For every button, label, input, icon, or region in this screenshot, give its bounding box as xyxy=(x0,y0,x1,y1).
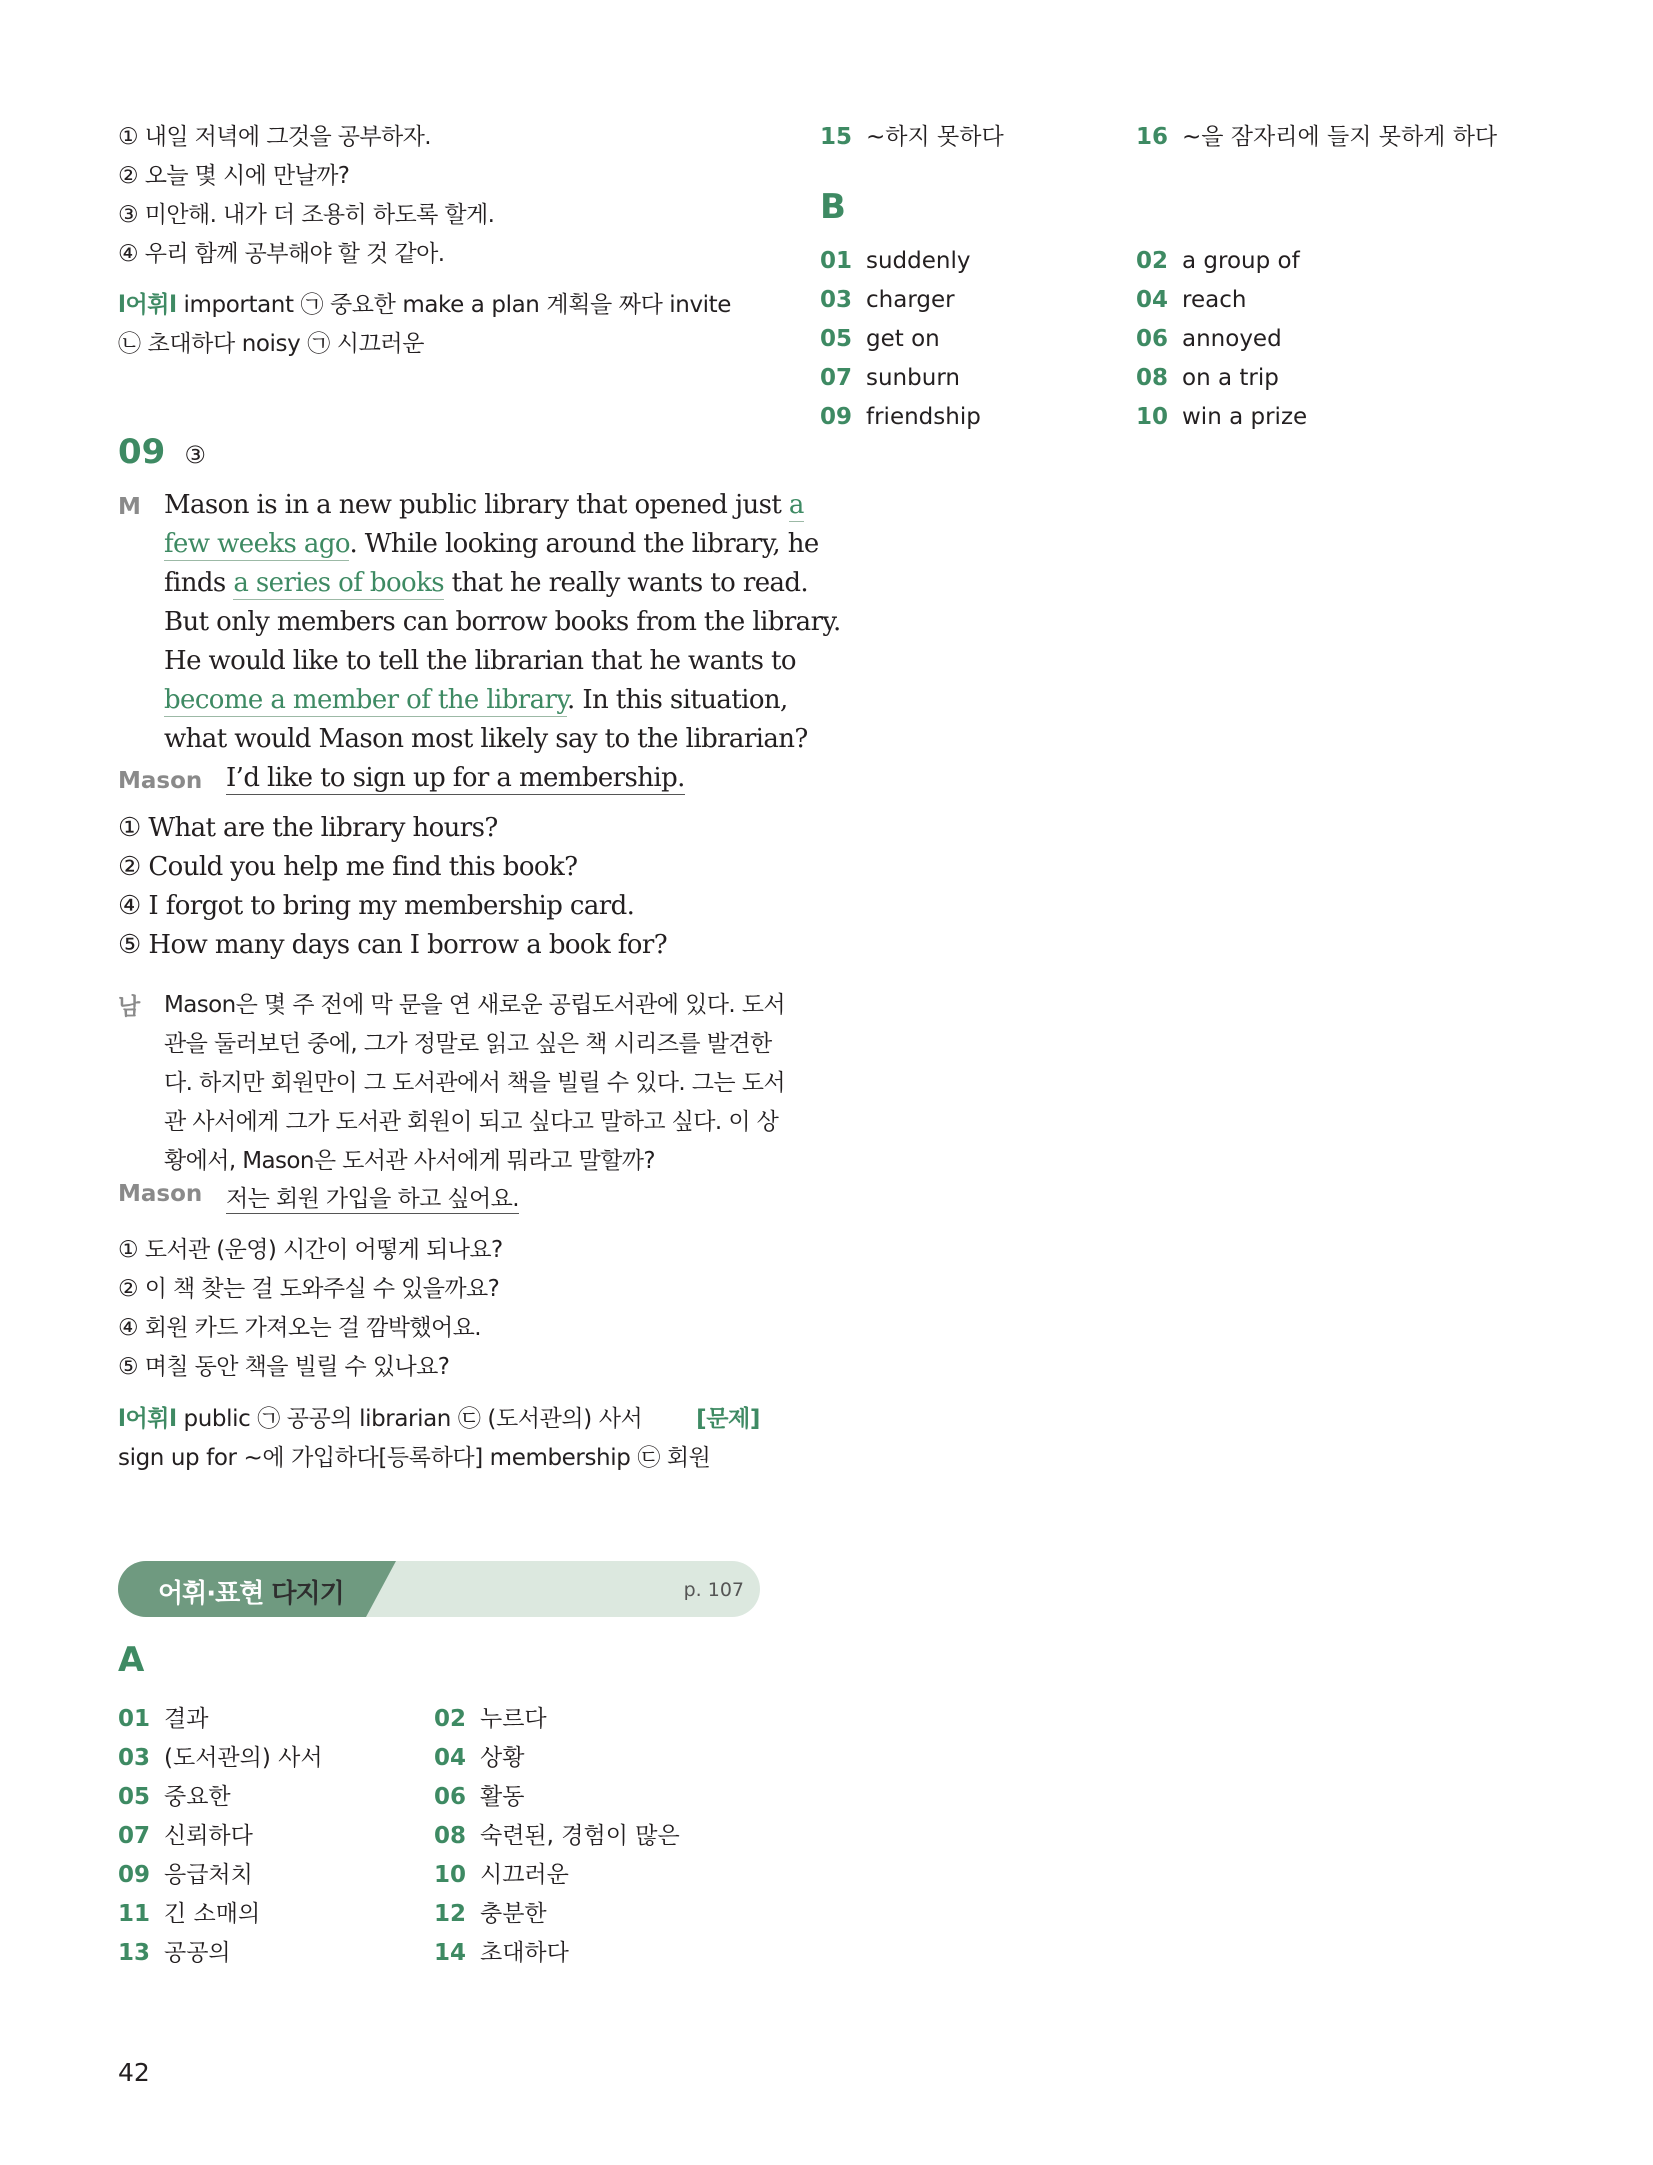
section-a-item-05: 05 중요한 xyxy=(118,1784,231,1810)
script-line-7: what would Mason most likely say to the librarian? xyxy=(164,724,808,754)
speaker-ko: 남 xyxy=(118,994,141,1020)
banner-page-ref: p. 107 xyxy=(683,1579,744,1601)
q09-vocab-line-1 xyxy=(118,1400,760,1433)
speaker-mason-ko: Mason xyxy=(118,1181,203,1207)
translation-line-1: Mason은 몇 주 전에 막 문을 연 새로운 공립도서관에 있다. 도서 xyxy=(164,992,785,1018)
section-a-item-11: 11 긴 소매의 xyxy=(118,1901,261,1927)
section-a-item-13: 13 공공의 xyxy=(118,1940,231,1966)
script-line-6: become a member of the library. In this situation, xyxy=(164,685,788,715)
banner-title: 어휘·표현 다지기 xyxy=(158,1579,344,1609)
question-number: 09 xyxy=(118,432,166,472)
script-line-3: finds a series of books that he really wants to read. xyxy=(164,568,809,598)
vocab-text: important ㉠ 중요한 make a plan 계획을 짜다 invite xyxy=(183,292,732,318)
translation-line-2: 관을 둘러보던 중에, 그가 정말로 읽고 싶은 책 시리즈를 발견한 xyxy=(164,1031,772,1057)
section-a-item-07: 07 신뢰하다 xyxy=(118,1823,253,1849)
vocab-text: public ㉠ 공공의 librarian ㉢ (도서관의) 사서 xyxy=(183,1406,643,1432)
section-a-letter: A xyxy=(118,1640,145,1680)
q08-choice-2: ② 오늘 몇 시에 만날까? xyxy=(118,163,350,189)
section-a-item-04: 04 상황 xyxy=(434,1745,525,1771)
section-b-letter: B xyxy=(820,187,846,227)
q09-choice-ko-1: ① 도서관 (운영) 시간이 어떻게 되나요? xyxy=(118,1237,503,1263)
q09-header xyxy=(118,432,206,472)
script-line-5: He would like to tell the librarian that he wants to xyxy=(164,646,796,676)
q09-choice-ko-4: ④ 회원 카드 가져오는 걸 깜박했어요. xyxy=(118,1315,481,1341)
vocab-bracket: [문제] xyxy=(696,1406,760,1432)
mason-answer-en: I’d like to sign up for a membership. xyxy=(226,763,685,793)
section-a-item-01: 01 결과 xyxy=(118,1706,209,1732)
section-a-item-10: 10 시끄러운 xyxy=(434,1862,569,1888)
answer-mark: ③ xyxy=(184,441,206,469)
section-b-item-01: 01 suddenly xyxy=(820,248,971,274)
q08-vocab-line-2: ㉡ 초대하다 noisy ㉠ 시끄러운 xyxy=(118,331,425,357)
section-a-item-09: 09 응급처치 xyxy=(118,1862,253,1888)
section-b-item-04: 04 reach xyxy=(1136,287,1247,313)
q09-choice-en-2: ② Could you help me find this book? xyxy=(118,852,578,882)
vocab-tag: l어휘l xyxy=(118,1406,177,1432)
section-a-item-16: 16 ~을 잠자리에 들지 못하게 하다 xyxy=(1136,124,1498,150)
section-a-item-03: 03 (도서관의) 사서 xyxy=(118,1745,323,1771)
section-a-item-15: 15 ~하지 못하다 xyxy=(820,124,1004,150)
section-a-item-02: 02 누르다 xyxy=(434,1706,547,1732)
section-a-item-06: 06 활동 xyxy=(434,1784,525,1810)
section-b-item-06: 06 annoyed xyxy=(1136,326,1282,352)
vocab-tag: l어휘l xyxy=(118,292,177,318)
section-a-item-08: 08 숙련된, 경험이 많은 xyxy=(434,1823,680,1849)
script-line-2: few weeks ago. While looking around the library, he xyxy=(164,529,819,559)
q08-choice-3: ③ 미안해. 내가 더 조용히 하도록 할게. xyxy=(118,202,495,228)
section-a-item-12: 12 충분한 xyxy=(434,1901,547,1927)
section-b-item-05: 05 get on xyxy=(820,326,940,352)
section-b-item-08: 08 on a trip xyxy=(1136,365,1279,391)
q08-choice-1: ① 내일 저녁에 그것을 공부하자. xyxy=(118,124,431,150)
page-number: 42 xyxy=(118,2058,150,2087)
section-b-item-10: 10 win a prize xyxy=(1136,404,1308,430)
section-b-item-07: 07 sunburn xyxy=(820,365,960,391)
q08-vocab-line-1 xyxy=(118,286,731,319)
q09-vocab-line-2: sign up for ~에 가입하다[등록하다] membership ㉢ 회원 xyxy=(118,1445,711,1471)
mason-answer-ko: 저는 회원 가입을 하고 싶어요. xyxy=(226,1186,519,1212)
speaker-mason: Mason xyxy=(118,768,203,794)
q09-choice-ko-5: ⑤ 며칠 동안 책을 빌릴 수 있나요? xyxy=(118,1354,450,1380)
q09-choice-ko-2: ② 이 책 찾는 걸 도와주실 수 있을까요? xyxy=(118,1276,500,1302)
speaker-m: M xyxy=(118,494,141,520)
q09-choice-en-1: ① What are the library hours? xyxy=(118,813,498,843)
translation-line-3: 다. 하지만 회원만이 그 도서관에서 책을 빌릴 수 있다. 그는 도서 xyxy=(164,1070,785,1096)
q09-choice-en-4: ④ I forgot to bring my membership card. xyxy=(118,891,635,921)
section-b-item-03: 03 charger xyxy=(820,287,955,313)
section-a-item-14: 14 초대하다 xyxy=(434,1940,569,1966)
section-banner xyxy=(118,1561,760,1617)
script-line-1: Mason is in a new public library that opened just a xyxy=(164,490,804,520)
q09-choice-en-5: ⑤ How many days can I borrow a book for? xyxy=(118,930,668,960)
section-b-item-09: 09 friendship xyxy=(820,404,981,430)
q08-choice-4: ④ 우리 함께 공부해야 할 것 같아. xyxy=(118,241,445,267)
translation-line-5: 황에서, Mason은 도서관 사서에게 뭐라고 말할까? xyxy=(164,1148,655,1174)
translation-line-4: 관 사서에게 그가 도서관 회원이 되고 싶다고 말하고 싶다. 이 상 xyxy=(164,1109,779,1135)
script-line-4: But only members can borrow books from the library. xyxy=(164,607,841,637)
section-b-item-02: 02 a group of xyxy=(1136,248,1300,274)
